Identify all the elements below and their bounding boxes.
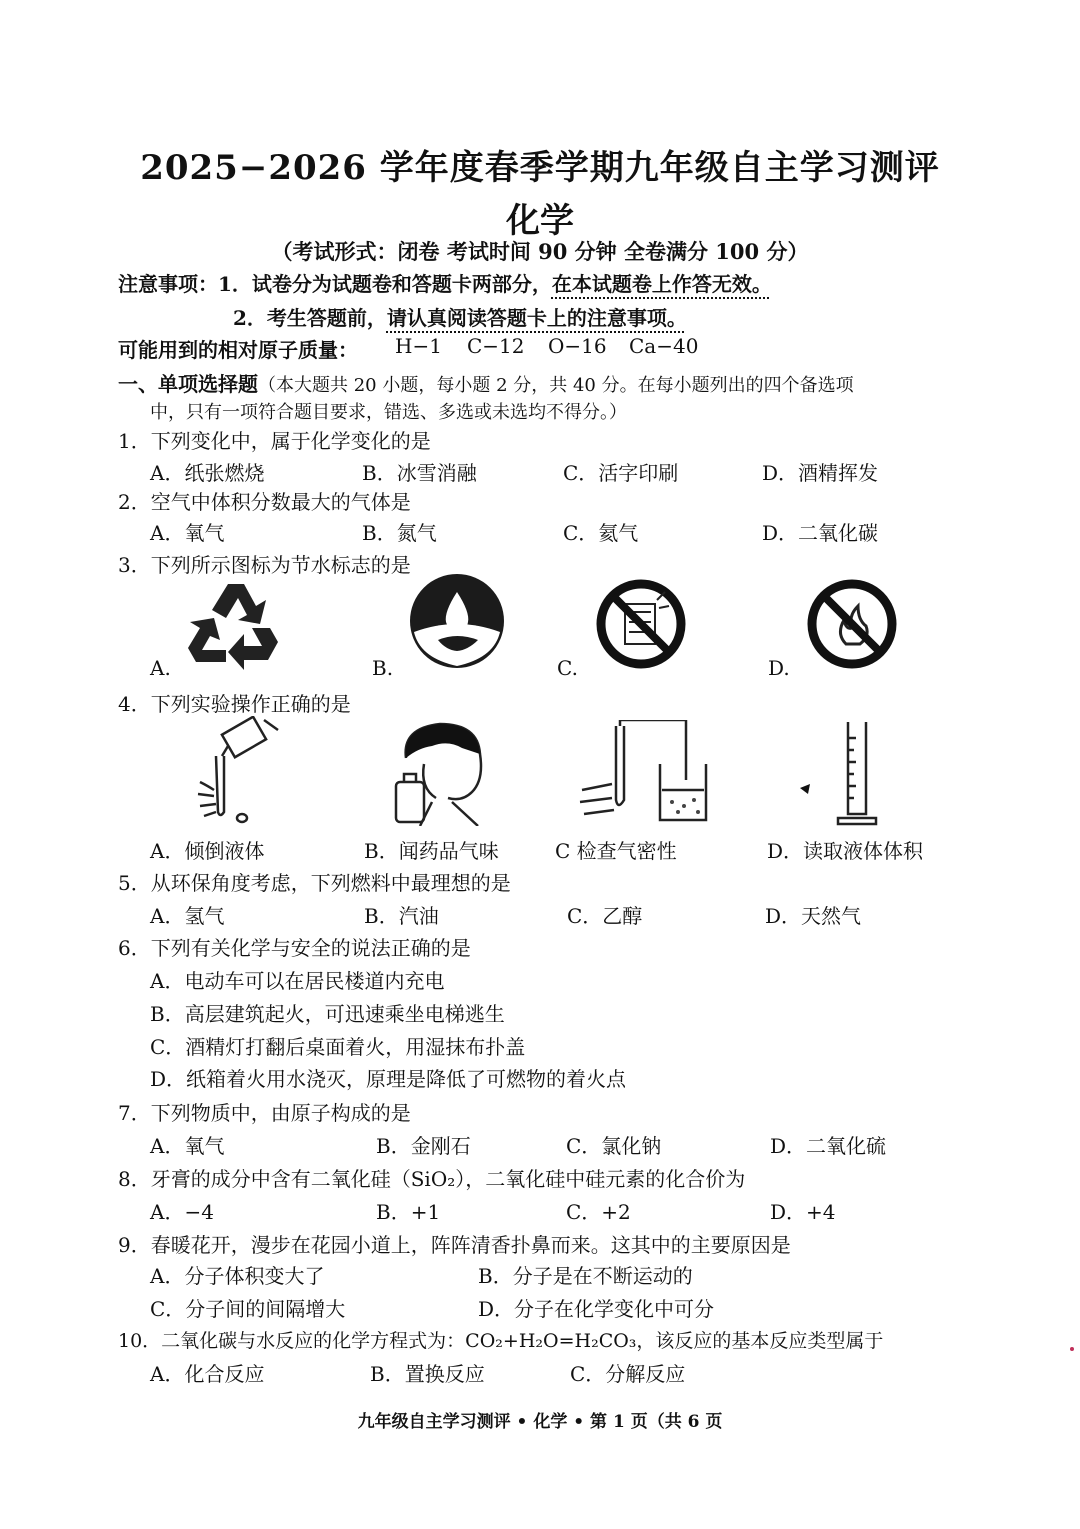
- q4-option-c: C 检查气密性: [555, 839, 677, 863]
- q9-option-b: B．分子是在不断运动的: [478, 1264, 693, 1288]
- note-1-emphasis: 在本试题卷上作答无效。: [551, 272, 772, 296]
- exam-title: 2025−2026 学年度春季学期九年级自主学习测评: [140, 148, 940, 188]
- q8-option-d: D．+4: [770, 1200, 836, 1224]
- q3-option-a: A.: [150, 656, 171, 680]
- q1-stem: 1．下列变化中，属于化学变化的是: [118, 429, 431, 453]
- q6-stem: 6．下列有关化学与安全的说法正确的是: [118, 936, 471, 960]
- no-fireworks-icon: [595, 578, 687, 670]
- note-2-emphasis: 请认真阅读答题卡上的注意事项。: [386, 306, 687, 330]
- q8-option-b: B．+1: [376, 1200, 441, 1224]
- section-1-desc-2: 中，只有一项符合题目要求，错选、多选或未选均不得分。）: [150, 402, 627, 423]
- q2-option-c: C．氦气: [563, 521, 639, 545]
- q7-option-b: B．金刚石: [376, 1134, 471, 1158]
- q5-option-d: D．天然气: [765, 904, 862, 928]
- q3-option-c: C.: [557, 656, 578, 680]
- q4-option-b: B．闻药品气味: [364, 839, 499, 863]
- q7-option-d: D．二氧化硫: [770, 1134, 887, 1158]
- exam-info: （考试形式：闭卷 考试时间 90 分钟 全卷满分 100 分）: [271, 239, 809, 264]
- q1-option-c: C．活字印刷: [563, 461, 679, 485]
- measuring-cylinder-illustration: [792, 718, 882, 830]
- q4-option-a: A．倾倒液体: [150, 839, 265, 863]
- q10-option-a: A．化合反应: [150, 1362, 265, 1386]
- scan-mark-dot: [1070, 1347, 1074, 1351]
- airtightness-check-illustration: [576, 720, 716, 828]
- q1-option-d: D．酒精挥发: [762, 461, 879, 485]
- no-open-flame-icon: [806, 578, 898, 670]
- q10-stem: 10．二氧化碳与水反应的化学方程式为：CO₂+H₂O=H₂CO₃，该反应的基本反应类型属于: [118, 1330, 884, 1352]
- note-1-prefix: 1．试卷分为试题卷和答题卡两部分，: [218, 272, 552, 296]
- q9-stem: 9．春暖花开，漫步在花园小道上，阵阵清香扑鼻而来。这其中的主要原因是: [118, 1233, 791, 1257]
- page-footer: 九年级自主学习测评 • 化学 • 第 1 页（共 6 页: [357, 1412, 723, 1432]
- q4-option-d: D．读取液体体积: [767, 839, 924, 863]
- q6-option-a: A．电动车可以在居民楼道内充电: [150, 969, 445, 993]
- q9-option-d: D．分子在化学变化中可分: [478, 1297, 715, 1321]
- smelling-chemical-illustration: [392, 718, 490, 826]
- q8-stem: 8．牙膏的成分中含有二氧化硅（SiO₂），二氧化硅中硅元素的化合价为: [118, 1167, 746, 1191]
- atomic-mass-label: 可能用到的相对原子质量：: [118, 338, 358, 362]
- q1-option-a: A．纸张燃烧: [150, 461, 265, 485]
- atomic-mass-h: H−1: [395, 334, 442, 358]
- q6-option-c: C．酒精灯打翻后桌面着火，用湿抹布扑盖: [150, 1035, 526, 1059]
- note-2: [233, 302, 687, 331]
- recycle-icon: [186, 578, 284, 670]
- note-2-prefix: 2．考生答题前，: [233, 306, 387, 330]
- q10-option-c: C．分解反应: [570, 1362, 686, 1386]
- q5-stem: 5．从环保角度考虑，下列燃料中最理想的是: [118, 871, 511, 895]
- q3-option-d: D.: [768, 656, 790, 680]
- q2-option-d: D．二氧化碳: [762, 521, 879, 545]
- q8-option-c: C．+2: [566, 1200, 631, 1224]
- subject-title: 化学: [506, 201, 574, 241]
- notes-block: [118, 268, 772, 297]
- q6-option-b: B．高层建筑起火，可迅速乘坐电梯逃生: [150, 1002, 505, 1026]
- q9-option-a: A．分子体积变大了: [150, 1264, 325, 1288]
- q2-stem: 2．空气中体积分数最大的气体是: [118, 490, 411, 514]
- q2-option-b: B．氮气: [362, 521, 437, 545]
- notes-label: 注意事项：: [118, 272, 218, 296]
- q6-option-d: D．纸箱着火用水浇灭，原理是降低了可燃物的着火点: [150, 1067, 627, 1091]
- q8-option-a: A．−4: [150, 1200, 214, 1224]
- pouring-liquid-illustration: [178, 716, 288, 826]
- q1-option-b: B．冰雪消融: [362, 461, 477, 485]
- water-drop-icon: [408, 572, 506, 670]
- section-1-heading-line: [118, 368, 854, 397]
- atomic-mass-ca: Ca−40: [629, 334, 699, 358]
- atomic-mass-c: C−12: [467, 334, 525, 358]
- q7-option-a: A．氧气: [150, 1134, 225, 1158]
- q7-stem: 7．下列物质中，由原子构成的是: [118, 1101, 411, 1125]
- q3-stem: 3．下列所示图标为节水标志的是: [118, 553, 411, 577]
- q2-option-a: A．氧气: [150, 521, 225, 545]
- q5-option-c: C．乙醇: [567, 904, 643, 928]
- q9-option-c: C．分子间的间隔增大: [150, 1297, 346, 1321]
- section-1-heading: 一、单项选择题: [118, 372, 258, 396]
- q7-option-c: C．氯化钠: [566, 1134, 662, 1158]
- q10-option-b: B．置换反应: [370, 1362, 485, 1386]
- q5-option-b: B．汽油: [364, 904, 439, 928]
- atomic-mass-o: O−16: [548, 334, 607, 358]
- q4-stem: 4．下列实验操作正确的是: [118, 692, 351, 716]
- q3-option-b: B.: [372, 656, 394, 680]
- section-1-desc-1: （本大题共 20 小题，每小题 2 分，共 40 分。在每小题列出的四个备选项: [258, 375, 854, 396]
- q5-option-a: A．氢气: [150, 904, 225, 928]
